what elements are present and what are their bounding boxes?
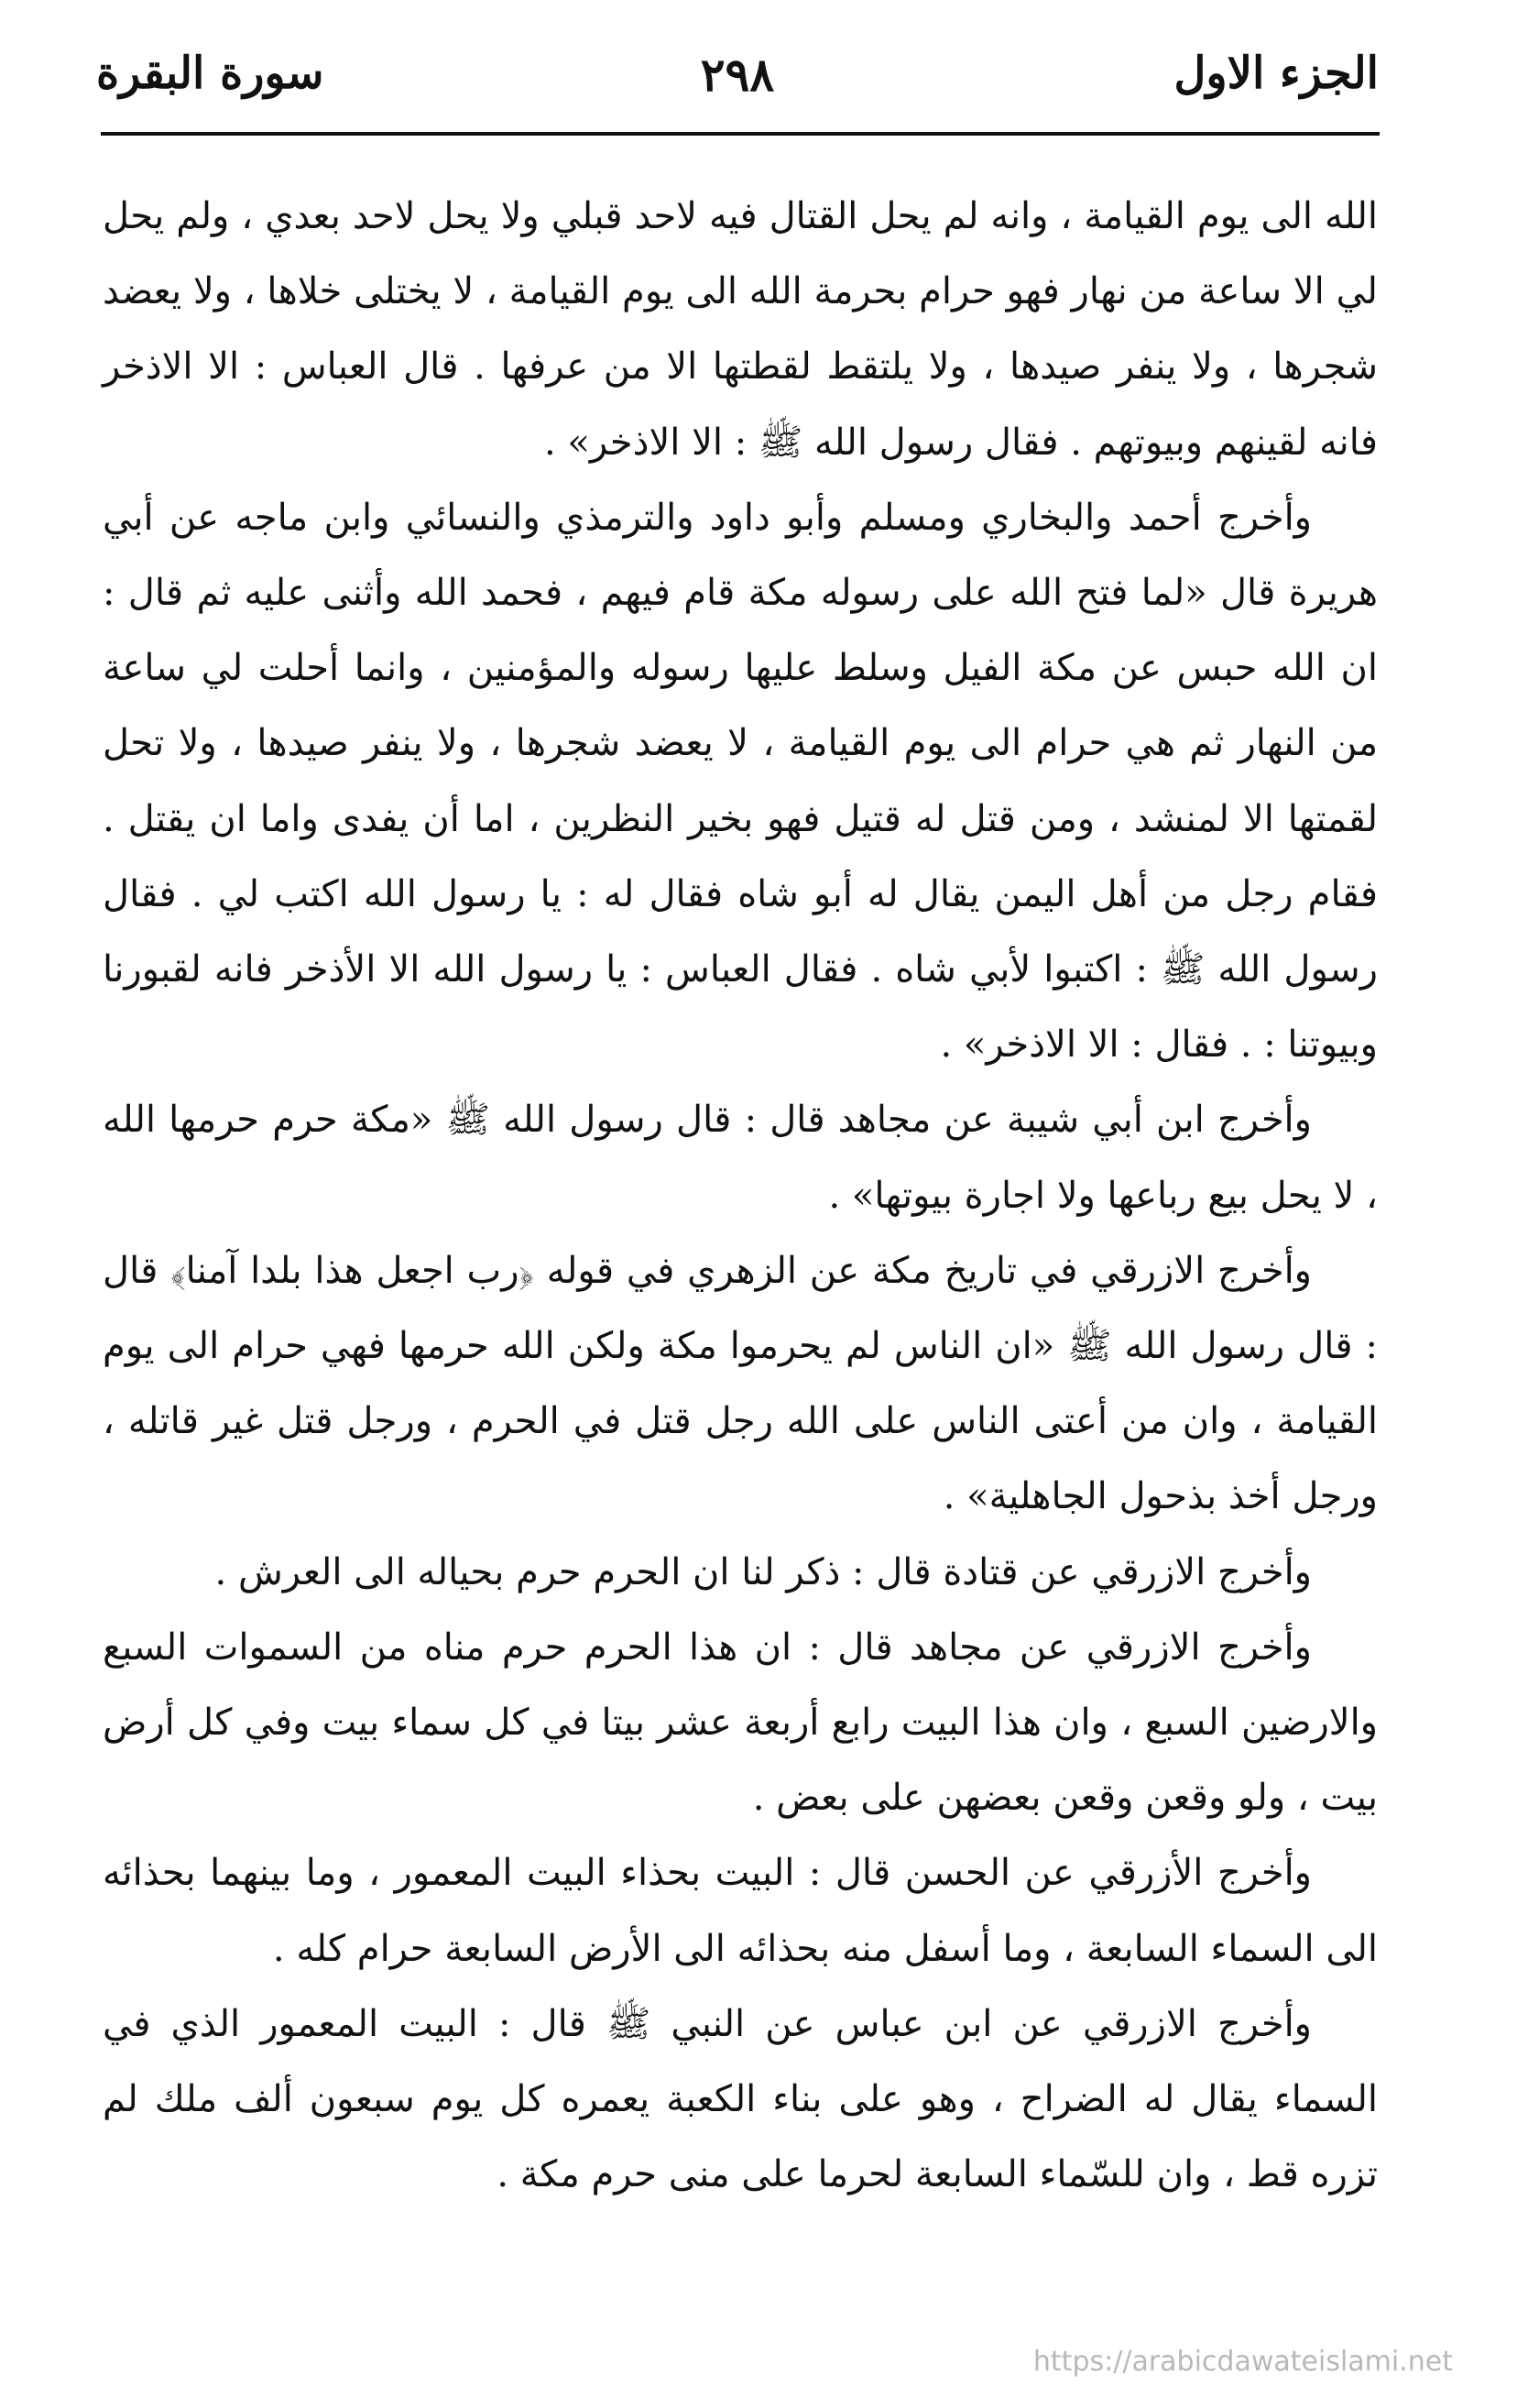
paragraph: وأخرج أحمد والبخاري ومسلم وأبو داود والترمذي والنسائي وابن ماجه عن أبي هريرة قال «لما فتح الله على رسوله مكة قام فيهم ، فحمد الله وأثنى عليه ثم قال : ان الله حبس عن مكة الفيل وسلط عليها رسوله والمؤمنين ، وانما أحلت لي ساعة من النهار ثم هي حرام الى يوم القيامة ، لا يعضد شجرها ، ولا ينفر صيدها ، ولا تحل لقمتها الا لمنشد ، ومن قتل له قتيل فهو بخير النظرين ، اما أن يفدى واما ان يقتل . فقام رجل من أهل اليمن يقال له أبو شاه فقال له : يا رسول الله اكتب لي . فقال رسول الله ﷺ : اكتبوا لأبي شاه . فقال العباس : يا رسول الله الا الأذخر فانه لقبورنا وبيوتنا : . فقال : الا الاذخر» .: [103, 496, 1379, 1067]
volume-title: الجزء الاول: [1173, 48, 1379, 99]
paragraph: وأخرج الازرقي عن مجاهد قال : ان هذا الحرم حرم مناه من السموات السبع والارضين السبع ، وان هذا البيت رابع أربعة عشر بيتا في كل سماء بيت وفي كل أرض بيت ، ولو وقعن وقعن بعضهن على بعض .: [103, 1625, 1378, 1820]
surah-title: سورة البقرة: [96, 48, 324, 99]
header-divider: [101, 132, 1380, 136]
page-number: ٢٩٨: [700, 48, 775, 102]
paragraph: وأخرج الازرقي عن قتادة قال : ذكر لنا ان الحرم حرم بحياله الى العرش .: [214, 1550, 1312, 1593]
paragraph: وأخرج الازرقي في تاريخ مكة عن الزهري في قوله ﴿رب اجعل هذا بلدا آمنا﴾ قال : قال رسول الله ﷺ «ان الناس لم يحرموا مكة ولكن الله حرمها فهي حرام الى يوم القيامة ، وان من أعتى الناس على الله رجل قتل في الحرم ، ورجل قتل غير قاتله ، ورجل أخذ بذحول الجاهلية» .: [103, 1249, 1378, 1518]
paragraph: الله الى يوم القيامة ، وانه لم يحل القتال فيه لاحد قبلي ولا يحل لاحد بعدي ، ولم يحل لي الا ساعة من نهار فهو حرام بحرمة الله الى يوم القيامة ، لا يختلى خلاها ، ولا يعضد شجرها ، ولا ينفر صيدها ، ولا يلتقط لقطتها الا من عرفها . قال العباس : الا الاذخر فانه لقينهم وبيوتهم . فقال رسول الله ﷺ : الا الاذخر» .: [103, 195, 1379, 464]
watermark-url: https://arabicdawateislami.net: [1032, 2346, 1453, 2378]
paragraph: وأخرج الأزرقي عن الحسن قال : البيت بحذاء البيت المعمور ، وما بينهما بحذائه الى السماء السابعة ، وما أسفل منه بحذائه الى الأرض السابعة حرام كله .: [103, 1852, 1378, 1970]
paragraph: وأخرج الازرقي عن ابن عباس عن النبي ﷺ قال : البيت المعمور الذي في السماء يقال له الضراح ، وهو على بناء الكعبة يعمره كل يوم سبعون ألف ملك لم تزره قط ، وان للسّماء السابعة لحرما على منى حرم مكة .: [103, 2002, 1379, 2196]
page-header: [96, 48, 1379, 112]
paragraph: وأخرج ابن أبي شيبة عن مجاهد قال : قال رسول الله ﷺ «مكة حرم حرمها الله ، لا يحل بيع رباعها ولا اجارة بيوتها» .: [103, 1099, 1378, 1217]
body-text: [103, 179, 1378, 2212]
